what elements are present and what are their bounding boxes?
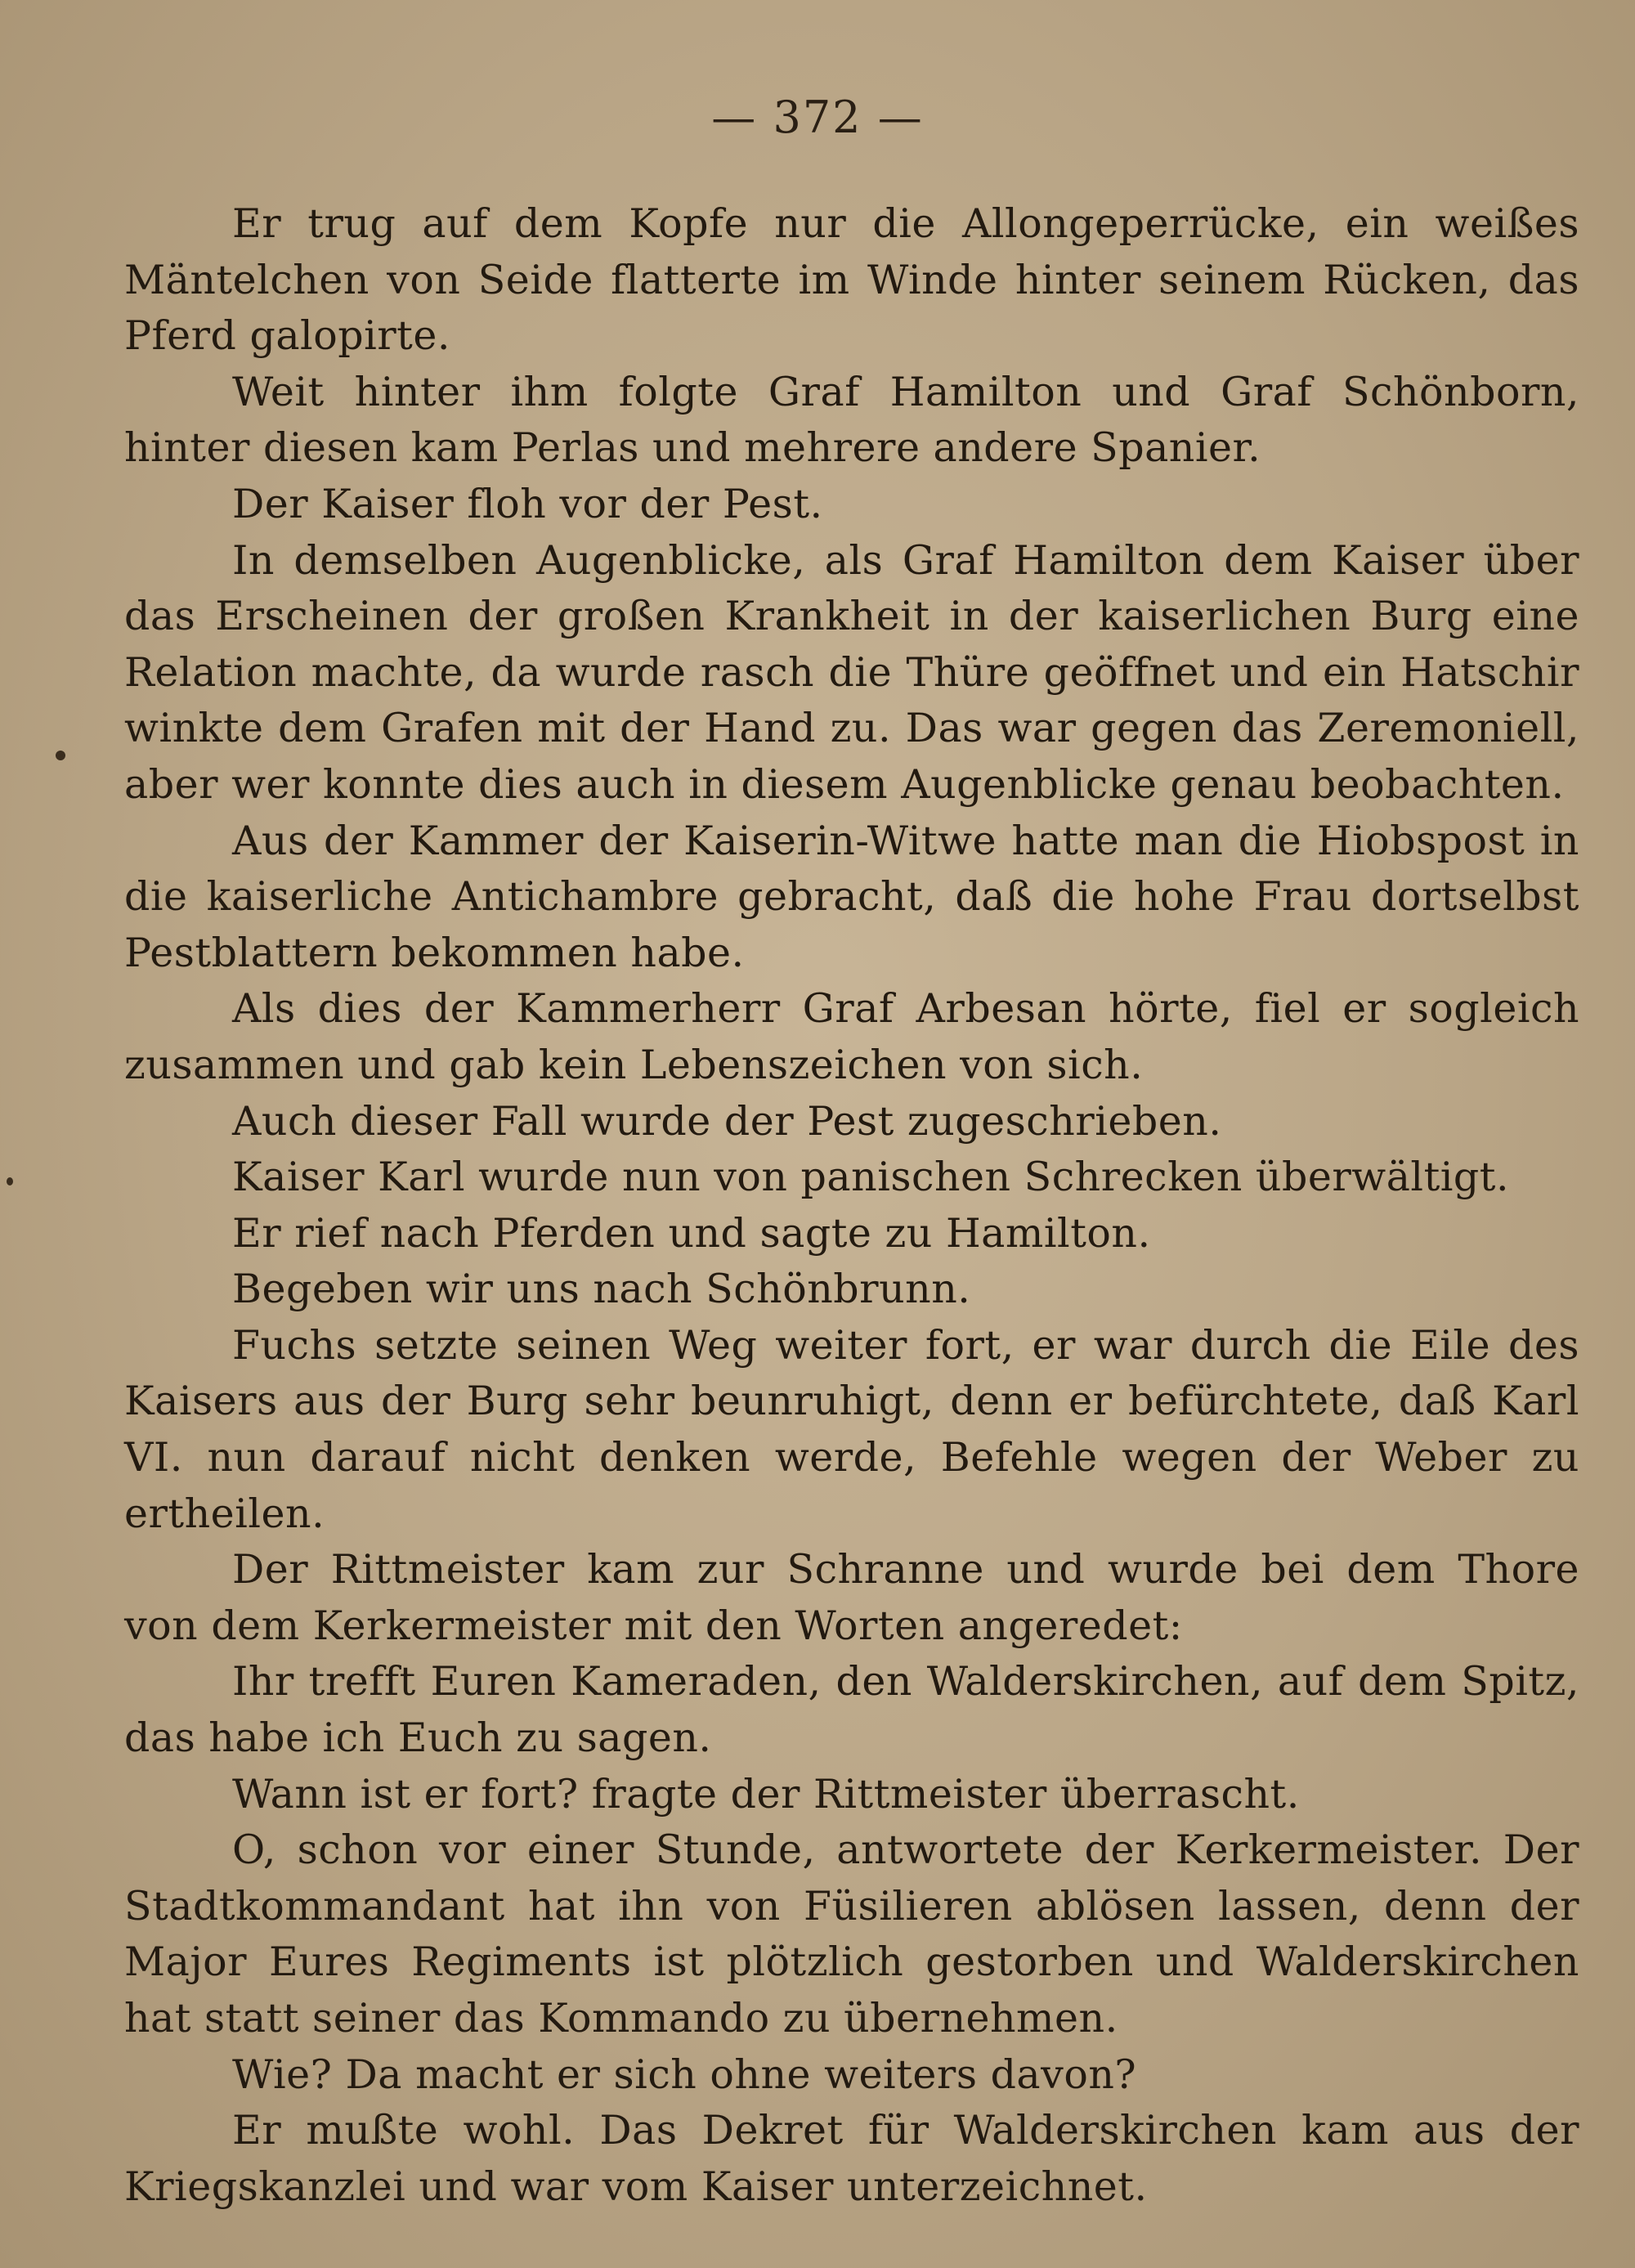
paragraph: Begeben wir uns nach Schönbrunn. bbox=[232, 1266, 971, 1313]
page-body-text bbox=[124, 196, 1579, 2215]
paragraph: Der Rittmeister kam zur Schranne und wurde bei dem Thore von dem Kerkermeister mit den Worten angeredet: bbox=[124, 1546, 1579, 1649]
page-number: — 372 — bbox=[711, 92, 924, 143]
paragraph: In demselben Augenblicke, als Graf Hamilton dem Kaiser über das Erscheinen der großen Krankheit in der kaiserlichen Burg eine Relation machte, da wurde rasch die Thüre geöffnet und ein Hatschir winkte dem Grafen mit der Hand zu. Das war gegen das Zeremoniell, aber wer konnte dies auch in diesem Augenblicke genau beobachten. bbox=[124, 536, 1579, 808]
paragraph: Der Kaiser floh vor der Pest. bbox=[232, 480, 823, 527]
paragraph: Weit hinter ihm folgte Graf Hamilton und Graf Schönborn, hinter diesen kam Perlas und mehrere andere Spanier. bbox=[124, 368, 1579, 472]
paragraph: Er rief nach Pferden und sagte zu Hamilton. bbox=[232, 1209, 1151, 1257]
paragraph: Aus der Kammer der Kaiserin-Witwe hatte man die Hiobspost in die kaiserliche Antichambre gebracht, daß die hohe Frau dortselbst Pestblattern bekommen habe. bbox=[124, 817, 1579, 976]
paragraph: Wann ist er fort? fragte der Rittmeister überrascht. bbox=[232, 1770, 1300, 1818]
paragraph: Wie? Da macht er sich ohne weiters davon? bbox=[232, 2051, 1137, 2098]
paper-speck bbox=[56, 751, 65, 760]
paragraph: Auch dieser Fall wurde der Pest zugeschrieben. bbox=[232, 1097, 1222, 1145]
paper-speck bbox=[7, 1177, 13, 1186]
paragraph: O, schon vor einer Stunde, antwortete der Kerkermeister. Der Stadtkommandant hat ihn von Füsilieren ablösen lassen, denn der Major Eures Regiments ist plötzlich gestorben und Walderskirchen hat statt seiner das Kommando zu übernehmen. bbox=[124, 1827, 1579, 2042]
paragraph: Kaiser Karl wurde nun von panischen Schrecken überwältigt. bbox=[232, 1154, 1510, 1201]
paragraph: Er trug auf dem Kopfe nur die Allongeperrücke, ein weißes Mäntelchen von Seide flatterte im Winde hinter seinem Rücken, das Pferd galopirte. bbox=[124, 200, 1579, 360]
paragraph: Er mußte wohl. Das Dekret für Walderskirchen kam aus der Kriegskanzlei und war vom Kaiser unterzeichnet. bbox=[124, 2107, 1579, 2210]
paragraph: Als dies der Kammerherr Graf Arbesan hörte, fiel er sogleich zusammen und gab kein Lebenszeichen von sich. bbox=[124, 985, 1579, 1088]
paragraph: Ihr trefft Euren Kameraden, den Walderskirchen, auf dem Spitz, das habe ich Euch zu sagen. bbox=[124, 1658, 1579, 1762]
paragraph: Fuchs setzte seinen Weg weiter fort, er war durch die Eile des Kaisers aus der Burg sehr beunruhigt, denn er befürchtete, daß Karl VI. nun darauf nicht denken werde, Befehle wegen der Weber zu ertheilen. bbox=[124, 1321, 1579, 1537]
